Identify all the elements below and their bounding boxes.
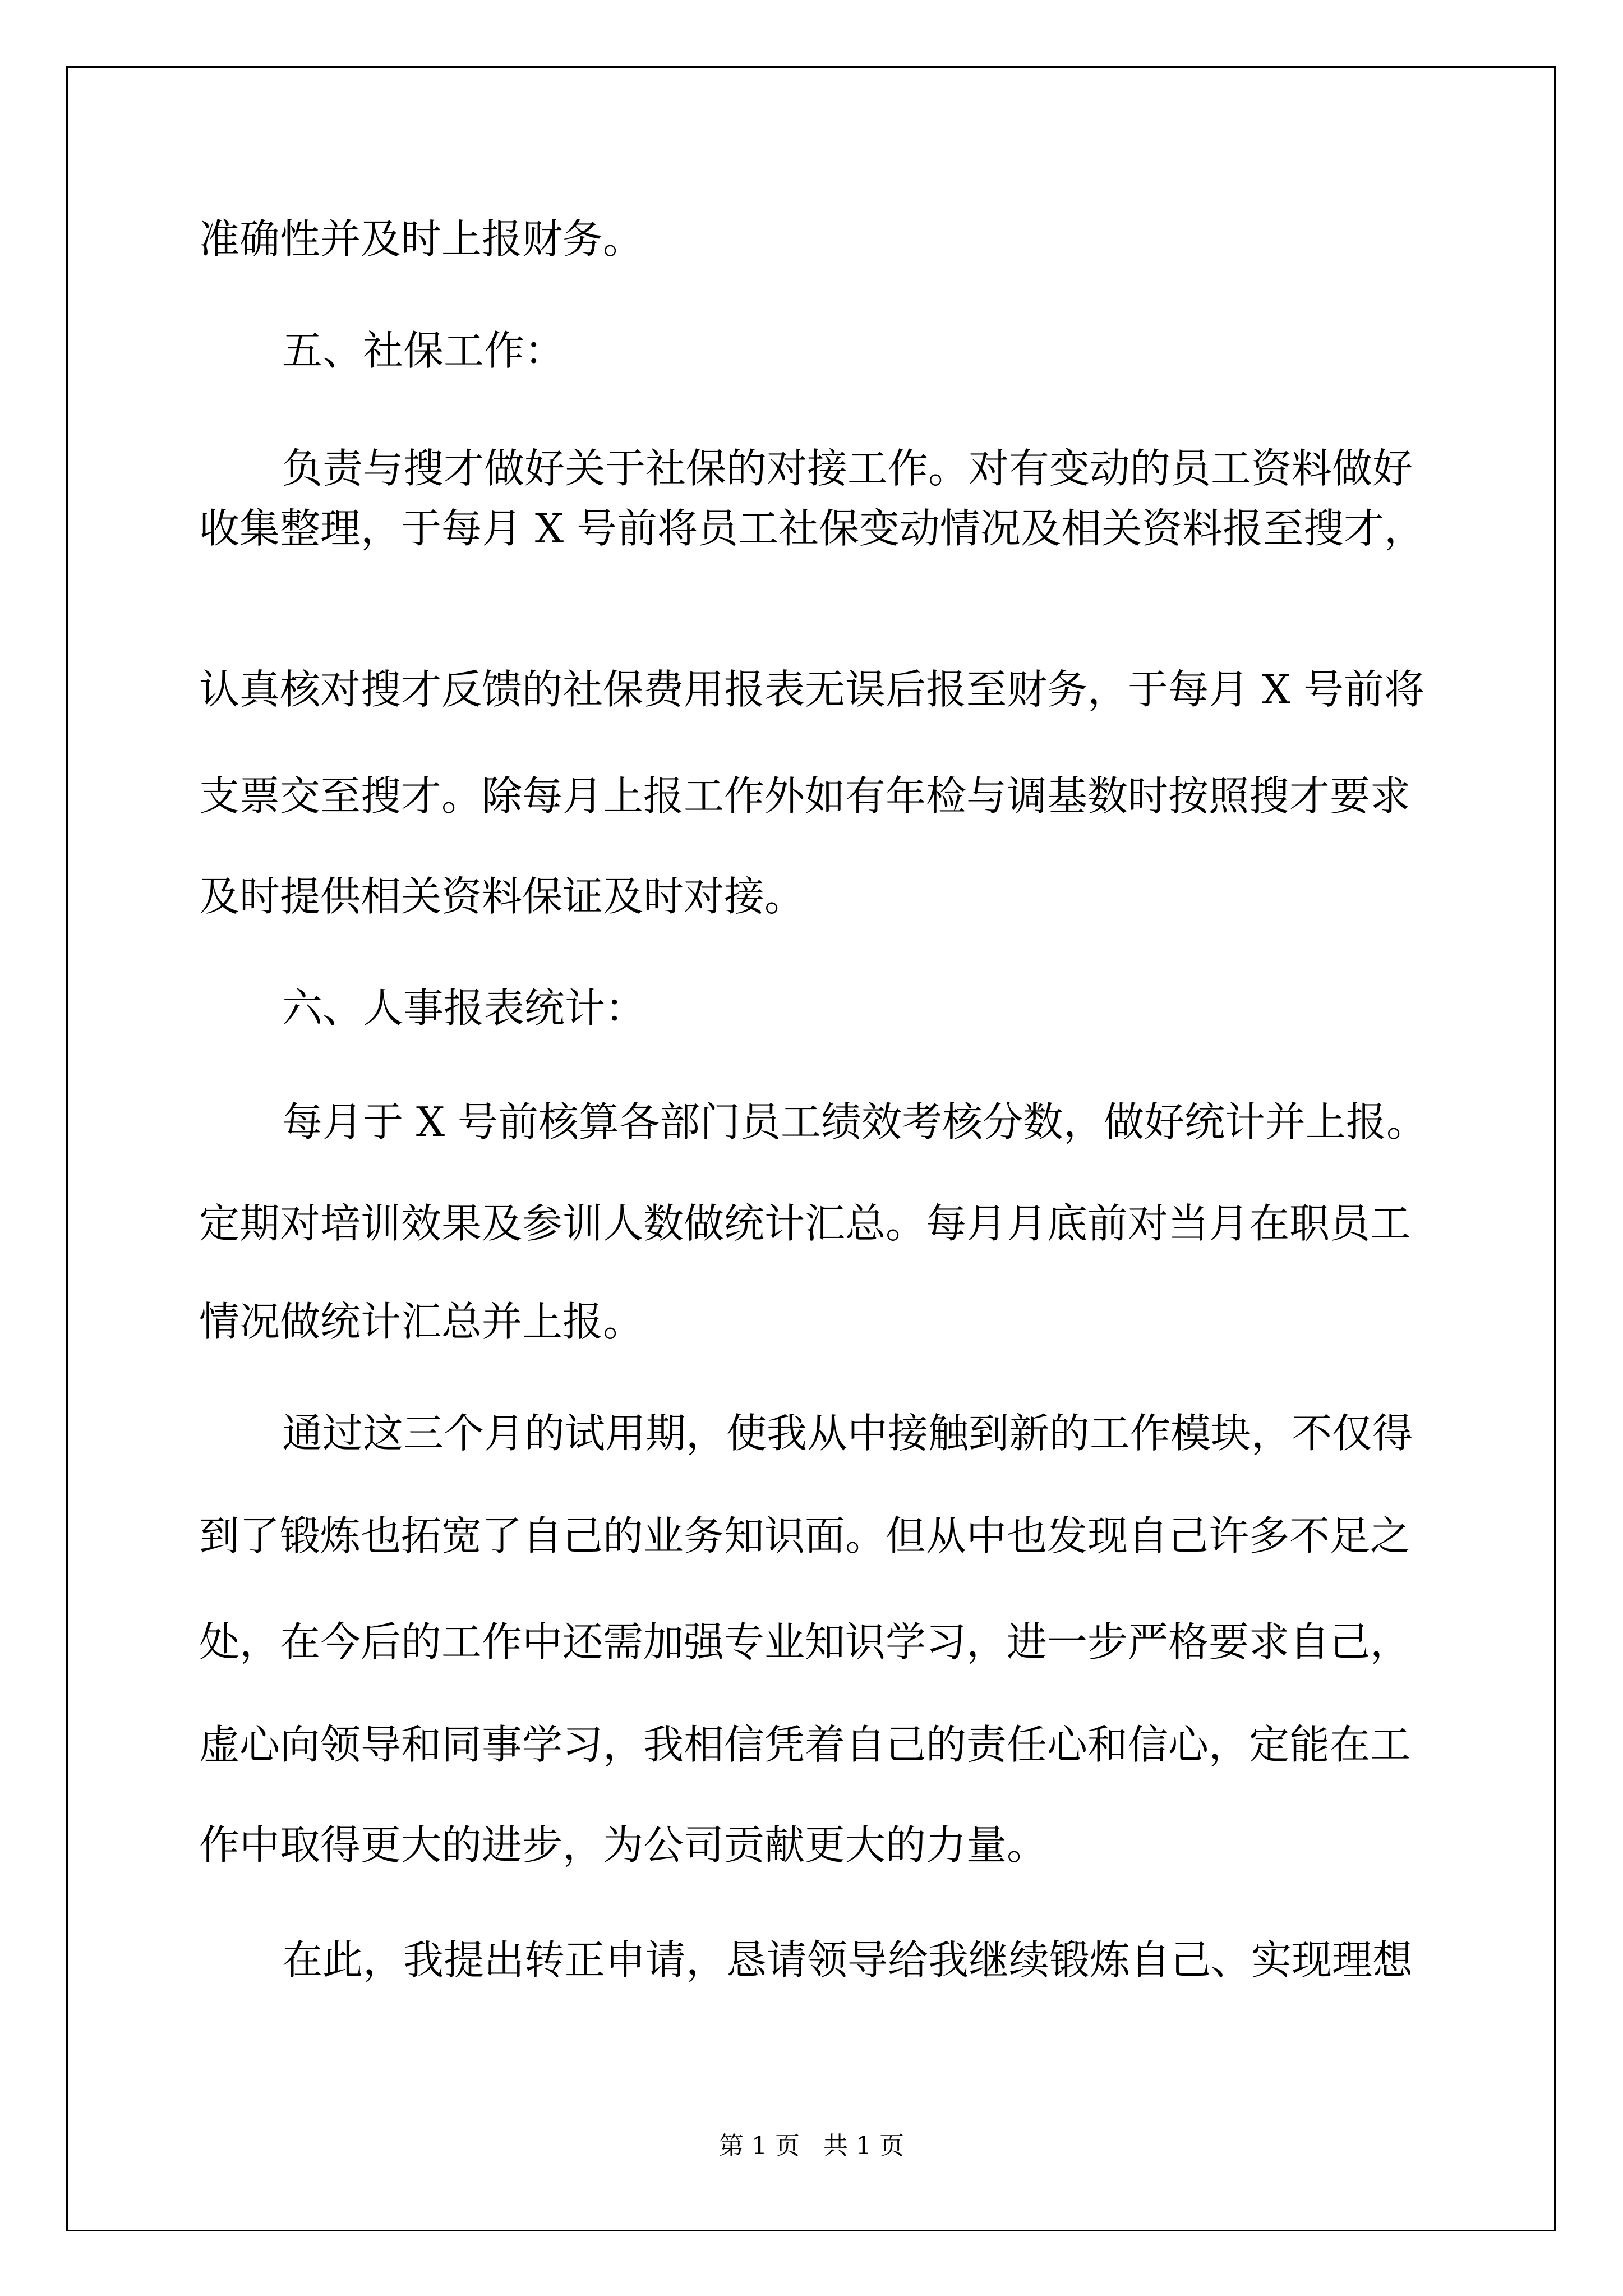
paragraph-line: 认真核对搜才反馈的社保费用报表无误后报至财务，于每月 X 号前将 bbox=[199, 666, 1425, 713]
paragraph-line: 负责与搜才做好关于社保的对接工作。对有变动的员工资料做好 bbox=[282, 445, 1413, 492]
page-number-footer: 第 1 页 共 1 页 bbox=[719, 2132, 904, 2160]
paragraph-line: 通过这三个月的试用期，使我从中接触到新的工作模块，不仅得 bbox=[282, 1410, 1413, 1457]
paragraph-line: 虚心向领导和同事学习，我相信凭着自己的责任心和信心，定能在工 bbox=[199, 1721, 1411, 1768]
paragraph-line: 准确性并及时上报财务。 bbox=[199, 215, 644, 263]
section-heading-social-security: 五、社保工作： bbox=[282, 327, 565, 374]
paragraph-line: 作中取得更大的进步，为公司贡献更大的力量。 bbox=[199, 1821, 1048, 1869]
paragraph-line: 在此，我提出转正申请，恳请领导给我继续锻炼自己、实现理想 bbox=[282, 1936, 1413, 1984]
paragraph-line: 每月于 X 号前核算各部门员工绩效考核分数，做好统计并上报。 bbox=[282, 1098, 1427, 1145]
paragraph-line: 处，在今后的工作中还需加强专业知识学习，进一步严格要求自己， bbox=[199, 1618, 1411, 1665]
paragraph-line: 收集整理，于每月 X 号前将员工社保变动情况及相关资料报至搜才， bbox=[199, 505, 1425, 552]
paragraph-line: 定期对培训效果及参训人数做统计汇总。每月月底前对当月在职员工 bbox=[199, 1200, 1411, 1247]
paragraph-line: 情况做统计汇总并上报。 bbox=[199, 1298, 644, 1345]
paragraph-line: 支票交至搜才。除每月上报工作外如有年检与调基数时按照搜才要求 bbox=[199, 772, 1411, 820]
section-heading-hr-report: 六、人事报表统计： bbox=[282, 984, 646, 1032]
paragraph-line: 及时提供相关资料保证及时对接。 bbox=[199, 873, 805, 920]
paragraph-line: 到了锻炼也拓宽了自己的业务知识面。但从中也发现自己许多不足之 bbox=[199, 1512, 1411, 1559]
